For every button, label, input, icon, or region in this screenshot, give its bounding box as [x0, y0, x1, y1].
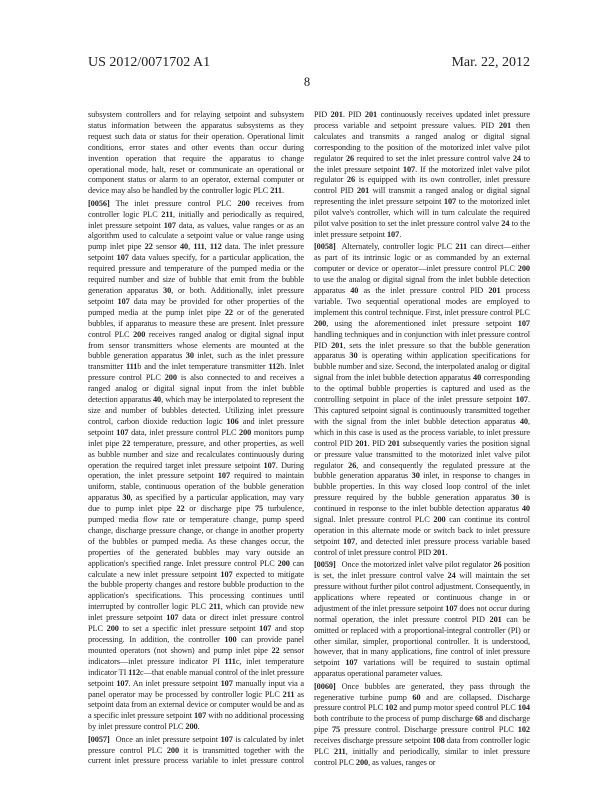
reference-numeral: 200: [355, 757, 369, 767]
reference-numeral: 107: [259, 624, 272, 634]
paragraph-text: ,: [188, 242, 194, 252]
paragraph-text: sensor: [152, 242, 180, 252]
reference-numeral: 24: [501, 219, 510, 229]
paragraph-text: . This captured setpoint signal is continuously transmitted together with the signal from the inlet bubble detection apparatus: [314, 395, 530, 426]
paragraph-text: , and consequently the regulated pressure at the bubble generation apparatus: [314, 460, 530, 481]
reference-numeral: 200: [239, 427, 252, 437]
reference-numeral: 102: [385, 703, 398, 713]
paragraph-text: manually input via a panel operator may be processed by controller logic PLC: [88, 678, 304, 699]
paragraph-text: , which in this case is used as the process variable, to inlet pressure control PID: [314, 416, 530, 448]
reference-numeral: 107: [163, 220, 176, 230]
paragraph-text: receives discharge pressure setpoint: [314, 736, 433, 746]
paragraph-text: b. Inlet pressure control PLC: [88, 362, 304, 383]
reference-numeral: 107: [443, 197, 457, 207]
paragraph-text: data, as values, value ranges or as an algorithm used to calculate a setpoint value or value range using pump inlet pipe: [88, 220, 305, 252]
paragraph-text: c—that enable manual control of the inlet pressure setpoint: [88, 667, 305, 688]
paragraph-text: temperature, pressure, and other properties, as well as bubble number and size and recalculates continuously during operation the required target inlet pressure setpoint: [88, 438, 304, 470]
reference-numeral: 102: [517, 725, 530, 735]
reference-numeral: 107: [116, 427, 129, 437]
paragraph-text: is continued in response to the inlet bubble detection apparatus: [314, 493, 530, 514]
reference-numeral: 211: [455, 242, 468, 252]
reference-numeral: 107: [220, 678, 233, 688]
reference-numeral: 112: [209, 242, 222, 252]
reference-numeral: 30: [163, 286, 172, 295]
reference-numeral: 107: [116, 678, 129, 688]
paragraph-text: inlet, such as the inlet pressure transmitter: [88, 351, 304, 372]
reference-numeral: 201: [488, 286, 501, 295]
paragraph-text: then calculates and transmits a ranged analog or digital signal corresponding to the position of the motorized inlet valve pilot regulator: [314, 120, 531, 163]
paragraph-text: subsequently varies the position signal or pressure value transmitted to the motorized inlet valve pilot regulator: [314, 438, 531, 470]
reference-numeral: 201: [331, 340, 344, 350]
paragraph-text: , sets the inlet pressure so that the bubble generation apparatus: [314, 340, 530, 361]
reference-numeral: 107: [345, 658, 358, 668]
reference-numeral: 111: [193, 242, 205, 252]
paragraph-text: , initially and periodically as required, inlet pressure setpoint: [88, 209, 304, 230]
paragraph-text: , using the aforementioned inlet pressure setpoint: [326, 318, 518, 328]
paragraph-text: c, inlet temperature indicator TI: [88, 656, 305, 677]
reference-numeral: 107: [263, 460, 276, 470]
page-number: 8: [303, 75, 311, 89]
paragraph-text: process variable. Two sequential operational modes are employed to implement this control technique. First, inlet pressure control PLC: [314, 286, 530, 317]
reference-numeral: 201: [498, 120, 512, 130]
paragraph-text: can calculate a new inlet pressure setpoint: [88, 558, 304, 579]
reference-numeral: 107: [193, 711, 207, 721]
reference-numeral: 201: [489, 614, 502, 624]
paragraph-number: [0057]: [88, 734, 110, 744]
paragraph-text: . If the motorized inlet valve pilot regulator: [314, 164, 531, 185]
paragraph-text: position is set, the inlet pressure control valve: [314, 560, 530, 581]
paragraph-number: [0060]: [314, 681, 336, 691]
paragraph-text: signal. Inlet pressure control PLC: [314, 515, 434, 525]
publication-date: Mar. 22, 2012: [451, 55, 530, 70]
paragraph-text: required to set the inlet pressure control valve: [354, 153, 513, 163]
paragraph-text: it is transmitted together with the current inlet pressure process variable to inlet pressure control PID: [88, 110, 331, 766]
paragraph-number: [0056]: [88, 198, 110, 208]
paragraph-text: Alternately, controller logic PLC: [341, 242, 456, 252]
reference-numeral: 40: [179, 242, 189, 252]
paragraph-text: pressure control. Discharge pressure control PLC: [340, 725, 518, 735]
reference-numeral: 75: [254, 504, 264, 514]
paragraph-text: to the inlet pressure setpoint: [314, 219, 530, 239]
reference-numeral: 30: [122, 493, 131, 503]
reference-numeral: 111: [224, 656, 236, 666]
paragraph: [88, 110, 304, 197]
reference-numeral: 211: [161, 209, 174, 219]
reference-numeral: 200: [185, 722, 198, 732]
paragraph-text: as the inlet pressure control PID: [358, 286, 489, 295]
paragraph-text: subsystem controllers and for relaying setpoint and subsystem status information between the apparatus subsystems as they request such data or status for their operation. Operational limit conditions, error states and other events than occur during invention operation that require the apparatus to change operational mode, halt, reset or communicate an operational or component status or alarm to an operator, external computer or device may also be handled by the controller logic PLC: [88, 110, 304, 196]
paragraph-text: , which may be interpolated to represent the size and number of bubbles detected. Utilizing inlet pressure control, carbon dioxide reduction logic: [88, 395, 305, 426]
reference-numeral: 107: [445, 603, 458, 613]
reference-numeral: 104: [517, 703, 531, 713]
paragraph-text: to the inlet pressure setpoint: [314, 153, 530, 174]
reference-numeral: 108: [432, 736, 445, 746]
reference-numeral: 106: [226, 416, 239, 426]
reference-numeral: 107: [220, 734, 233, 744]
paragraph-number: [0058]: [314, 242, 336, 252]
paragraph-text: and stop processing. In addition, the controller: [88, 624, 304, 644]
reference-numeral: 30: [411, 471, 420, 481]
reference-numeral: 112: [128, 667, 141, 677]
paragraph-text: can direct—either as part of its intrinsic logic or as commanded by an external computer or device or operator—inlet pressure control PLC: [314, 242, 530, 274]
reference-numeral: 30: [511, 493, 520, 503]
paragraph-text: .: [281, 186, 284, 196]
reference-numeral: 107: [517, 318, 530, 328]
paragraph-text: or of the generated bubbles, if apparatus to measure these are present. Inlet pressure control PLC: [88, 307, 304, 339]
paragraph-text: turbulence, pumped media flow rate or temperature change, pump speed change, discharge pressure change, or change in another property of the bubbles or pumped media. As these changes occur, the properties of the generated bubbles may vary outside an application's specified range. Inlet pressure control PLC: [88, 504, 304, 568]
paragraph-text: to use the analog or digital signal from the inlet bubble detection apparatus: [314, 275, 530, 295]
paragraph-number: [0059]: [314, 560, 336, 570]
reference-numeral: 107: [220, 569, 233, 579]
paragraph-text: , and detected inlet pressure process variable based control of inlet pressure control PID: [314, 536, 530, 557]
reference-numeral: 75: [331, 725, 341, 735]
paragraph-text: Once the motorized inlet valve pilot regulator: [341, 560, 494, 570]
paragraph-text: is equipped with its own controller, inlet pressure control PID: [314, 175, 530, 196]
reference-numeral: 200: [314, 318, 327, 328]
publication-number: US 2012/0071702 A1: [88, 55, 211, 70]
paragraph-text: is calculated by inlet pressure control PLC: [88, 734, 305, 755]
paragraph-text: corresponding to the optimal bubble properties is captured and used as the controlling setpoint in place of the inlet pressure setpoint: [314, 373, 530, 405]
reference-numeral: 40: [152, 395, 162, 405]
paragraph-text: is operating within application specifications for bubble number and size. Second, the interpolated analog or digital signal from the inlet bubble detection apparatus: [314, 351, 530, 383]
paragraph-text: with no additional processing by inlet pressure control PLC: [88, 711, 304, 732]
reference-numeral: 22: [271, 645, 280, 655]
paragraph-text: . During operation, the inlet pressure setpoint: [88, 460, 305, 481]
reference-numeral: 200: [237, 198, 250, 208]
reference-numeral: 211: [282, 689, 295, 699]
paragraph-text: , as values, ranges or: [368, 757, 436, 767]
paragraph-text: and pump motor speed control PLC: [397, 703, 518, 713]
reference-numeral: 40: [473, 373, 482, 383]
paragraph-text: Once bubbles are generated, they pass through the regenerative turbine pump: [314, 681, 530, 702]
paragraph-text: to set a specific inlet pressure setpoint: [118, 624, 260, 634]
paragraph-text: continuously receives updated inlet pressure process variable and setpoint pressure values. PID: [314, 110, 530, 130]
reference-numeral: 60: [412, 692, 421, 702]
paragraph-text: data values specify, for a particular application, the required pressure and temperature of the pumped media or the required number and size of bubble that emit from the bubble generation apparatus: [88, 253, 304, 295]
paragraph-text: ,: [204, 242, 210, 252]
paragraph-text: will transmit a ranged analog or digital signal representing the inlet pressure setpoint: [314, 186, 531, 207]
reference-numeral: 30: [185, 351, 194, 361]
reference-numeral: 201: [355, 438, 368, 448]
paragraph-text: . PID: [367, 438, 388, 448]
reference-numeral: 40: [519, 416, 528, 426]
paragraph-text: will maintain the set pressure without further pilot control adjustment. Consequently, in applications where repeated or continuous change in or adjustment of the inlet pressure setpoint: [314, 571, 531, 613]
paragraph-text: expected to mitigate the bubble property changes and restore bubble production to the application's specifications. This processing continues until interrupted by controller logic PLC: [88, 569, 304, 612]
paragraph-text: receives ranged analog or digital signal input from sensor transmitters whose elements are mounted at the bubble generation apparatus: [88, 329, 304, 361]
paragraph-text: does not occur during normal operation, the inlet pressure control PID: [314, 603, 530, 624]
paragraph-text: , or both. Additionally, inlet pressure setpoint: [88, 286, 304, 306]
reference-numeral: 26: [348, 460, 357, 470]
reference-numeral: 200: [133, 329, 146, 339]
paragraph-text: or discharge pipe: [184, 504, 255, 514]
reference-numeral: 22: [122, 438, 131, 448]
reference-numeral: 107: [166, 613, 179, 623]
paragraph-text: can continue its control operation in this alternate mode or switch back to inlet pressure setpoint: [314, 515, 530, 546]
paragraph: [314, 242, 530, 558]
reference-numeral: 201: [387, 438, 401, 448]
paragraph-text: .: [399, 229, 402, 239]
reference-numeral: 200: [164, 373, 177, 383]
paragraph-text: sensor indicators—inlet pressure indicator PI: [88, 645, 304, 666]
paragraph-text: required to maintain uniform, stable, continuous operation of the bubble generation apparatus: [88, 471, 304, 503]
paragraph-text: data, inlet pressure control PLC: [128, 427, 240, 437]
reference-numeral: 211: [270, 186, 282, 196]
paragraph: [314, 560, 530, 680]
reference-numeral: 26: [346, 175, 356, 185]
paragraph-text: , which can provide new inlet pressure setpoint: [88, 602, 304, 623]
reference-numeral: 200: [517, 264, 530, 274]
reference-numeral: 201: [330, 110, 343, 119]
paragraph-text: receives from controller logic PLC: [88, 198, 304, 219]
reference-numeral: 26: [345, 153, 355, 163]
reference-numeral: 22: [224, 307, 233, 317]
reference-numeral: 112: [268, 362, 281, 372]
reference-numeral: 107: [117, 296, 130, 306]
reference-numeral: 107: [402, 164, 416, 174]
reference-numeral: 40: [350, 286, 359, 295]
paragraph: [88, 199, 304, 733]
paragraph-text: Once an inlet pressure setpoint: [115, 734, 221, 744]
paragraph-text: inlet, in response to changes in bubble properties. In this way closed loop control of the inlet pressure required by the bubble generation apparatus: [314, 471, 530, 503]
paragraph-text: is also connected to and receives a ranged analog or digital signal input from the inlet bubble detection apparatus: [88, 373, 304, 405]
paragraph-text: monitors pump inlet pipe: [88, 427, 304, 448]
reference-numeral: 111: [125, 362, 138, 372]
paragraph-text: , as specified by a particular application, may vary due to pump inlet pipe: [88, 493, 304, 514]
paragraph-text: data. The inlet pressure setpoint: [88, 242, 304, 263]
reference-numeral: 201: [433, 547, 446, 557]
reference-numeral: 211: [208, 602, 221, 612]
reference-numeral: 107: [515, 395, 528, 405]
paragraph-text: can provide panel mounted operators (not shown) and pump inlet pipe: [88, 635, 304, 655]
paragraph-text: .: [197, 722, 200, 732]
paragraph-text: can be omitted or replaced with a proportional-integral controller (PI) or other similar, simpler, proportional controller. It is understood, however, that in many applications, fine control of inlet pressure setpoint: [314, 614, 531, 668]
reference-numeral: 200: [277, 558, 290, 568]
paragraph-text: data or direct inlet pressure control PLC: [88, 613, 304, 634]
paragraph-text: .: [445, 547, 448, 557]
paragraph-text: . An inlet pressure setpoint: [128, 678, 221, 688]
paragraph-text: . PID: [342, 110, 365, 119]
reference-numeral: 107: [217, 471, 231, 481]
reference-numeral: 200: [433, 515, 446, 525]
paragraph-text: and are collapsed. Discharge pressure control PLC: [314, 692, 530, 713]
reference-numeral: 107: [386, 229, 400, 239]
paragraph-text: , initially and periodically, similar to inlet pressure control PLC: [314, 747, 530, 767]
reference-numeral: 22: [176, 504, 185, 514]
paragraph-text: both contribute to the process of pump discharge: [314, 714, 475, 724]
reference-numeral: 24: [512, 153, 521, 163]
reference-numeral: 107: [116, 253, 129, 263]
paragraph-text: data from controller logic PLC: [314, 736, 530, 757]
reference-numeral: 24: [447, 571, 456, 581]
paragraph-text: The inlet pressure control PLC: [115, 198, 238, 208]
paragraph: [314, 682, 530, 769]
paragraph-text: to the motorized inlet pilot valve's controller, which will in turn calculate the required pilot valve position to set the inlet pressure control valve: [314, 197, 530, 229]
paragraph-text: handling techniques and in conjunction with inlet pressure control PID: [314, 329, 530, 350]
paragraph-text: variations will be required to sustain optimal apparatus operational parameter values.: [314, 658, 530, 679]
paragraph-text: as setpoint data from an external device or computer would be and as a specific inlet pressure setpoint: [88, 689, 305, 721]
paragraph-text: data may be provided for other properties of the pumped media at the pump inlet pipe: [88, 296, 304, 317]
reference-numeral: 30: [349, 351, 358, 361]
paragraph-text: and discharge pipe: [314, 714, 530, 735]
reference-numeral: 201: [364, 110, 378, 119]
paragraph-text: b and the inlet temperature transmitter: [137, 362, 269, 372]
reference-numeral: 107: [343, 536, 356, 546]
paragraph-text: and inlet pressure setpoint: [88, 416, 304, 437]
reference-numeral: 26: [493, 560, 502, 570]
reference-numeral: 200: [166, 745, 180, 755]
document-body: [88, 110, 530, 769]
reference-numeral: 200: [106, 624, 119, 634]
reference-numeral: 100: [224, 635, 237, 644]
reference-numeral: 40: [521, 504, 530, 514]
reference-numeral: 68: [474, 714, 484, 724]
reference-numeral: 22: [144, 242, 153, 252]
reference-numeral: 201: [356, 186, 370, 196]
reference-numeral: 211: [334, 747, 346, 757]
